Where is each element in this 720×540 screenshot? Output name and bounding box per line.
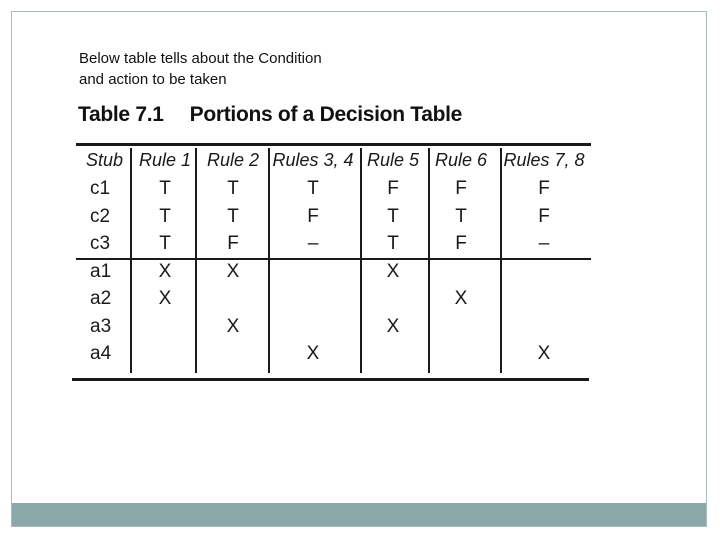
table-number: Table 7.1 [78,103,164,126]
table-cell: F [307,205,319,227]
row-stub: a2 [90,288,112,309]
row-stub: c1 [90,178,111,199]
column-divider [500,148,502,373]
column-divider [268,148,270,373]
table-cell: F [538,205,550,227]
intro-line-1: Below table tells about the Condition [79,50,322,67]
column-divider [130,148,132,373]
table-cell: T [159,233,171,254]
table-cell: X [537,343,551,364]
intro-text [79,48,399,90]
header-cell: Stub [86,150,124,170]
table-cell: F [455,178,467,199]
column-divider [428,148,430,373]
table-cell: T [159,178,171,199]
column-divider [360,148,362,373]
table-cell: X [158,288,172,309]
table-caption: Portions of a Decision Table [189,103,463,126]
row-stub: c2 [90,205,111,227]
row-stub: a4 [90,343,112,364]
table-cell: F [387,178,399,199]
header-cell: Rule 5 [366,150,420,170]
header-cell: Rules 7, 8 [503,150,585,170]
table-cell: X [158,260,172,282]
header-cell: Rule 2 [206,150,260,170]
slide-footer-bar [12,503,706,526]
table-cell: T [227,205,239,227]
table-cell: X [386,315,400,337]
table-cell: T [159,205,171,227]
table-cell: X [226,260,240,282]
table-cell: T [455,205,467,227]
table-cell: F [227,233,239,254]
row-stub: a3 [90,315,112,337]
table-cell: F [455,233,467,254]
table-cell: T [307,178,319,199]
table-bottom-rule [72,378,589,381]
table-cell: X [306,343,320,364]
table-title [78,103,462,127]
table-cell: – [538,233,550,254]
header-cell: Rule 1 [138,150,192,170]
table-top-rule [76,143,591,146]
table-cell: X [386,260,400,282]
table-cell: X [454,288,468,309]
column-divider [195,148,197,373]
row-stub: c3 [90,233,111,254]
header-cell: Rule 6 [434,150,488,170]
header-cell: Rules 3, 4 [272,150,354,170]
table-cell: T [387,233,399,254]
table-cell: F [538,178,550,199]
table-cell: X [226,315,240,337]
table-cell: T [387,205,399,227]
intro-line-2: and action to be taken [79,71,227,88]
row-stub: a1 [90,260,112,282]
table-cell: T [227,178,239,199]
table-cell: – [307,233,319,254]
